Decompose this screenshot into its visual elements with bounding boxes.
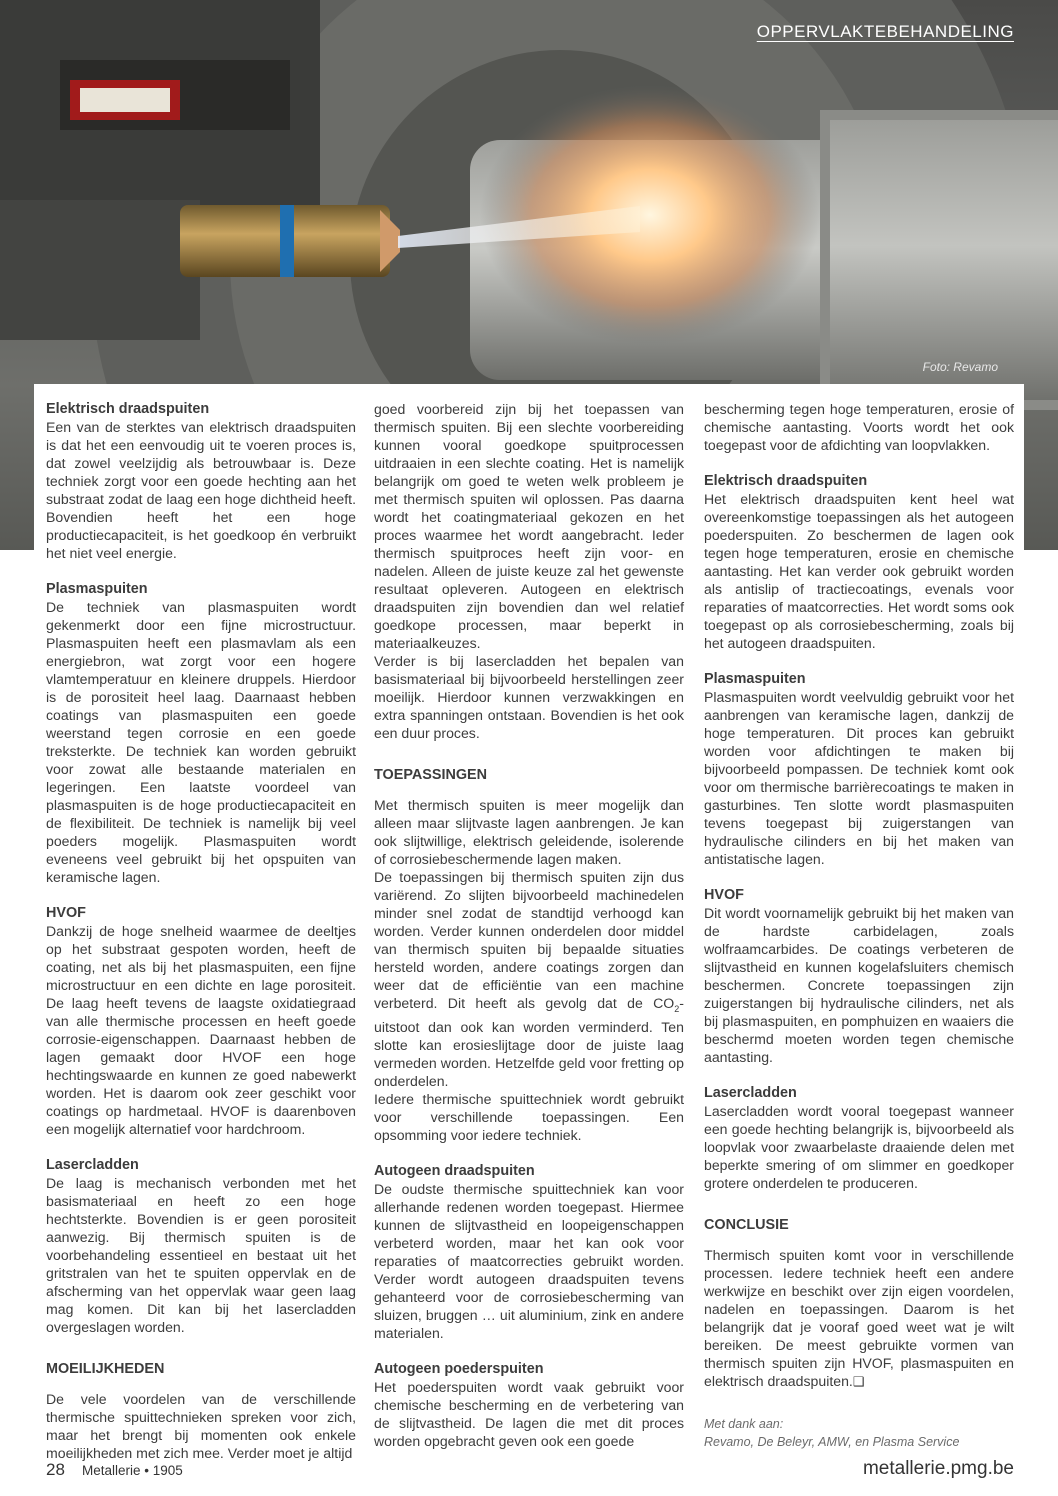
paragraph-conclusion (704, 1246, 1014, 1391)
column-2 (374, 400, 684, 1450)
heading-plasmaspuiten: Plasmaspuiten (46, 581, 148, 597)
heading-elektrisch-draadspuiten: Elektrisch draadspuiten (704, 473, 868, 489)
heading-elektrisch-draadspuiten: Elektrisch draadspuiten (46, 401, 210, 417)
heading-lasercladden: Lasercladden (704, 1085, 797, 1101)
text-part: Thermisch spuiten komt voor in verschillende processen. Iedere techniek heeft een andere werkwijze en beschikt over zijn eigen voordelen, nadelen en toepassingen. Daarom is het belangrijk dat je vooraf goed weet wat je wilt bereiken. De meest gebruikte vormen van thermisch spuiten zijn HVOF, plasmaspuiten en elektrisch draadspuiten. (704, 1247, 1014, 1389)
paragraph: goed voorbereid zijn bij het toepassen van thermisch spuiten. Bij een slechte voorbereiding kunnen vooral goedkope spuitprocessen uitdraaien in een slechte coating. Het is namelijk belangrijk om goed te weten welk probleem je met thermisch spuiten wil oplossen. Pas daarna wordt het coatingmateriaal gekozen en het proces waarmee het wordt aangebracht. Ieder thermisch spuitproces heeft zijn voor- en nadelen. Alleen de juiste keuze zal het gewenste resultaat opleveren. Autogeen en elektrisch draadspuiten zijn bovendien dan wel relatief goedkope processen, maar beperkt in materiaalkeuzes. (374, 401, 684, 651)
paragraph-co2 (374, 868, 684, 1090)
heading-toepassingen: TOEPASSINGEN (374, 767, 488, 783)
paragraph: Een van de sterktes van elektrisch draadspuiten is dat het een eenvoudig uit te voeren proces is, dat zowel veelzijdig als betrouwbaar is. Deze techniek zorgt voor een goede hechting aan het substraat zodat de laag een hoge dichtheid heeft. Bovendien heeft het een hoge productiecapaciteit, is het goedkoop én verbruikt het niet veel energie. (46, 419, 356, 561)
photo-credit: Foto: Revamo (922, 360, 998, 374)
text-part: -uitstoot dan ook kan worden verminderd. Ten slotte kan erosieslijtage door de juiste laag vermeden worden. Hetzelfde geld voor fretting op onderdelen. (374, 995, 684, 1089)
thanks-names: Revamo, De Beleyr, AMW, en Plasma Service (704, 1435, 960, 1449)
heading-moeilijkheden: MOEILIJKHEDEN (46, 1361, 165, 1377)
column-3 (704, 400, 1014, 1451)
heading-hvof: HVOF (704, 887, 744, 903)
end-mark-icon: ❑ (852, 1374, 865, 1389)
paragraph: Het elektrisch draadspuiten kent heel wat overeenkomstige toepassingen als het autogeen poederspuiten. Zo beschermen de lagen ook tegen hoge temperaturen, erosie en chemische aantasting. Het kan verder ook gebruikt worden als antislip of tractiecoatings, evenals voor reparaties of maatcorrecties. Het wordt soms ook toegepast op als corrosiebescherming, zoals bij het autogeen draadspuiten. (704, 491, 1014, 651)
heading-hvof: HVOF (46, 905, 86, 921)
paragraph: bescherming tegen hoge temperaturen, erosie of chemische aantasting. Voorts wordt het ook toegepast voor de afdichting van loopvlakken. (704, 401, 1014, 453)
heading-autogeen-poederspuiten: Autogeen poederspuiten (374, 1360, 544, 1377)
paragraph: De laag is mechanisch verbonden met het basismateriaal en heeft zo een hoge hechtsterkte. Bovendien is er geen porositeit aanwezig. Bij thermisch spuiten is de voorbehandeling essentieel en bestaat uit het gritstralen van het te spuiten oppervlak en de afscherming van het oppervlak waar geen laag mag komen. Dit kan bij het lasercladden overgeslagen worden. (46, 1175, 356, 1335)
thanks-label: Met dank aan: (704, 1417, 784, 1431)
heading-conclusie: CONCLUSIE (704, 1217, 789, 1233)
magazine-issue: Metallerie • 1905 (82, 1463, 183, 1478)
paragraph: Verder is bij lasercladden het bepalen van basismateriaal bij bijvoorbeeld herstellingen zeer moeilijk. Hierdoor kunnen verzwakkingen en extra spanningen ontstaan. Bovendien is het ook een duur proces. (374, 653, 684, 741)
heading-plasmaspuiten: Plasmaspuiten (704, 671, 806, 687)
paragraph: De techniek van plasmaspuiten wordt gekenmerkt door een fijne microstructuur. Plasmaspuiten heeft een plasmavlam als een energiebron, wat zorgt voor een hogere vlamtemperatuur en kleinere druppels. Hierdoor is de porositeit heel laag. Daarnaast hebben coatings van plasmaspuiten een goede weerstand tegen corrosie en een goede treksterkte. De techniek kan worden gebruikt voor zowat alle bestaande materialen en legeringen. Een laatste voordeel van plasmaspuiten is de hoge productiecapaciteit en de flexibiliteit. De techniek is namelijk bij veel poeders mogelijk. Plasmaspuiten wordt eveneens veel gebruikt bij het opspuiten van keramische lagen. (46, 599, 356, 885)
paragraph: De vele voordelen van de verschillende thermische spuittechnieken spreken voor zich, maar het brengt bij momenten ook enkele moeilijkheden met zich mee. Verder moet je altijd (46, 1391, 356, 1461)
paragraph: Lasercladden wordt vooral toegepast wanneer een goede hechting belangrijk is, bijvoorbeeld als loopvlak voor zwaarbelaste draaiende delen met beperkte smering of om slimmer en goedkoper grotere onderdelen te produceren. (704, 1103, 1014, 1191)
heading-lasercladden: Lasercladden (46, 1157, 139, 1173)
text-part: De toepassingen bij thermisch spuiten zijn dus variërend. Zo slijten bijvoorbeeld machinedelen minder snel zodat de standtijd verhoogd kan worden. Verder kunnen onderdelen door middel van thermisch spuiten bij bepaalde situaties hersteld worden, andere coatings zorgen dan weer dat de efficiëntie van een machine verbeterd. Dit heeft als gevolg dat de CO (374, 869, 684, 1011)
paragraph: Dit wordt voornamelijk gebruikt bij het maken van de hardste carbidelagen, zoals wolfraamcarbides. De coatings verbeteren de slijtvastheid en kunnen kogelafsluiters chemisch beschermen. Concrete toepassingen zijn zuigerstangen bij hydraulische cilinders, net als bij plasmaspuiten, en pomphuizen en waaiers die beschermd moeten worden tegen chemische aantasting. (704, 905, 1014, 1065)
paragraph: Plasmaspuiten wordt veelvuldig gebruikt voor het aanbrengen van keramische lagen, dankzij de hoge temperaturen. Dit proces kan gebruikt worden voor afdichtingen te maken bij bijvoorbeeld pompassen. De techniek komt ook voor om thermische barrièrecoatings te maken in gasturbines. Ten slotte wordt plasmaspuiten tevens toegepast bij zuigerstangen van hydraulische cilinders en bij het maken van antistatische lagen. (704, 689, 1014, 867)
paragraph: Het poederspuiten wordt vaak gebruikt voor chemische bescherming en de verbetering van de slijtvastheid. De lagen die met dit proces worden opgebracht geven ook een goede (374, 1378, 684, 1449)
column-1 (46, 400, 356, 1462)
paragraph: Iedere thermische spuittechniek wordt gebruikt voor verschillende toepassingen. Een opsomming voor iedere techniek. (374, 1090, 684, 1143)
paragraph: Dankzij de hoge snelheid waarmee de deeltjes op het substraat gespoten worden, heeft de coating, net als bij het plasmaspuiten, een fijne microstructuur en een dichte en lage porositeit. De laag heeft tevens de laagste oxidatiegraad van alle thermische processen en heeft goede corrosie-eigenschappen. Daarnaast hebben de lagen gemaakt door HVOF een hoge hechtingswaarde en kunnen ze goed nabewerkt worden. Het is daarom ook zeer geschikt voor coatings op hardmetaal. HVOF is daarenboven een mogelijk alternatief voor hardchroom. (46, 923, 356, 1137)
website-link[interactable]: metallerie.pmg.be (862, 1458, 1014, 1479)
paragraph: Met thermisch spuiten is meer mogelijk dan alleen maar slijtvaste lagen aanbrengen. Je kan ook slijtwillige, elektrisch geleidende, isolerende of corrosiebeschermende lagen maken. (374, 797, 684, 867)
section-tag: OPPERVLAKTEBEHANDELING (756, 22, 1014, 41)
paragraph: De oudste thermische spuittechniek kan voor allerhande redenen worden toegepast. Hiermee kunnen de slijtvastheid en loopeigenschappen verbeterd worden, maar het kan ook voor reparaties of maatcorrecties gebruikt worden. Verder wordt autogeen draadspuiten tevens gehanteerd voor de corrosiebescherming van sluizen, bruggen … uit aluminium, zink en andere materialen. (374, 1180, 684, 1341)
page-number: 28 (46, 1460, 65, 1479)
heading-autogeen-draadspuiten: Autogeen draadspuiten (374, 1162, 535, 1179)
subscript: 2 (674, 1003, 680, 1014)
